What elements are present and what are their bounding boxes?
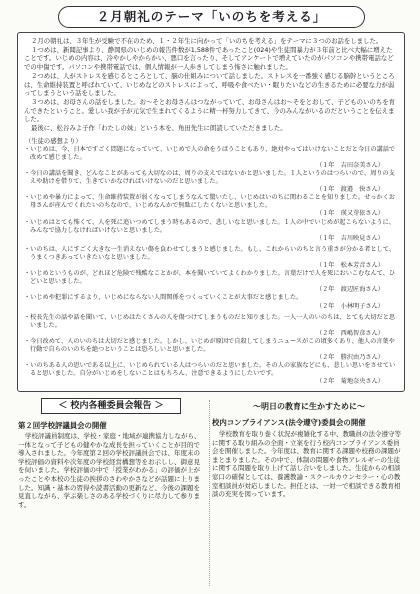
school-council-subhead: 第２回学校評議員会の開催	[18, 421, 107, 430]
intro-paragraph: ２月の朝礼は、３年生が受験で不在のため、１・２年生に向かって「いのちを考える」をテーマに３つのお話をしました。	[31, 37, 383, 45]
voice-signature: （１年 松本芳音さん）	[315, 262, 384, 270]
compliance-header: ～明日の教育に生かすために～	[253, 402, 365, 411]
compliance-body: 学校教育を取り巻く状況が複雑化する中、教職員の法令遵守等に関する取り組みの全面・立案を行う校内コンプライアンス委員会を開催しました。今年度は、教育に関する課題や校務の課題がまとまりました。その中で、体制の問題や食物アレルギーの生徒に関する問題を取り上げて話し合いをしました。生徒からの相談窓口の確保としては、養護教諭・スクールカウンセラー・心の教室相談員が対応しました。担任とは、一対一で相談できる教育相談の充実を図っています。	[212, 430, 401, 499]
voice-signature: （１年 渡邉 快さん）	[315, 186, 384, 194]
voice-item: ・今日改めて、人のいのちは大切だと感じました。しかし、いじめが原因で自殺してしまうニュースがこの頃多くあり、他人の言葉や行動で自らのいのちを絶つということは恐ろしいと思いました。	[24, 337, 395, 353]
voice-signature: （２年 西嶋智彦さん）	[315, 329, 384, 337]
voice-item: ・いのちは、人にすごく大きな一生消えない傷を負わせてしまうと感じました。もし、これからいのちと言う重さが分かる者として、うまくつきあっていきたいなと思いました。	[24, 245, 396, 261]
voice-signature: （１年 吉田奈美さん）	[315, 161, 384, 169]
voice-item: ・いじめや暴力によって、生命維持装置が弱くなってしまうなんて驚いたし、いじめはいのちに関わることを知りました。せっかくお母さんが産んでくれたいのちなので、いじめなんかで無駄にしたくないと思いました。	[24, 194, 395, 210]
voice-item: ・いじめや犯罪にするより、いじめにならない人間関係をつくっていくことが大事だと感じました。	[24, 294, 303, 302]
voice-group	[24, 246, 398, 311]
intro-paragraph: ３つめは、お母さんの話をしました。お～そとお母さんはつながっていて、お母さんはお～そをとおして、子どものいのちを育んできたということ。愛しい我が子が元気で生まれてくるように精一杯努力してきて、今のみんながいるのだということを伝えました。	[24, 97, 396, 124]
intro-paragraph: ２つめは、人がストレスを感じるところとして、脳の仕組みについて話しました。ストレスを一番強く感じる脳幹というところは、生命維持装置と呼ばれていて、いじめなどのストレスによって、呼吸や食べたい・眠りたいなどの生きるために必要な力が弱ってしまうという話をしました。	[24, 71, 395, 98]
page-title: ２月朝礼のテーマ「いのちを考える」	[58, 6, 365, 28]
compliance-section	[212, 398, 406, 588]
voice-item: ・いじめは、今、日本ですごく問題になっていて、いじめで人の命をうばうこともあり、絶対やってはいけないことだと今日の講話で改めて感じました。	[24, 145, 396, 161]
voice-signature: （１年 吉川映見さん）	[315, 234, 384, 242]
committee-report-header: ＜ 校内各種委員会報告 ＞	[41, 398, 181, 414]
voice-item: ・いじめはとても怖くて、人を死に追いつめてしまう時もあるので、悲しいなと思いました。１人の中でいじめが起こらないように、みんなで協力しなければいけないと思いました。	[24, 218, 395, 234]
intro-section	[24, 37, 398, 133]
voice-item: ・今日の講話を聞き、どんなことがあっても大切なのは、周りの支えではないかと思いました。１人というのはつらいので、周りの支えや助けを借りて、生きていかなければいけないのだと思いました。	[24, 170, 395, 186]
student-voices	[24, 146, 398, 387]
school-council-body: 学校評議員制度は、学校・家庭・地域が連携協力しながら、一体となって子どもの健やかな成長を担っていくことが目的で導入されました。今年度第２回の学校評議員会では、年度末の学校評価の資料や次年度の学校経営構想等をお示しし、御意見を伺いました。学校評価の中で「授業がわかる」の評価が上がったことや本校の生徒の挨拶のさわやかさなどが話題に上りました。知識・基本の習得や読書活動の更新など、今後の課題を見直しながら、学ぶ楽しさのある学校づくりに尽力して参ります。	[18, 432, 201, 509]
assembly-report-box	[17, 32, 405, 392]
voice-item: ・いのちある人の思いである以上に、いじめられている人はつらいのだと思いました。その人の家族などにも、悲しい思いをさせていると思いました。自分がいじめをしないことはもちろん、注意できるようにしたいです。	[24, 362, 396, 378]
intro-paragraph: 最後に、松谷みよ子作「わたしの妹」という本を、角田先生に朗読していただきました。	[31, 124, 287, 133]
voice-signature: （２年 勝沢由乃さん）	[315, 354, 384, 362]
voice-signature: （２年 渡辺匠海さん）	[315, 286, 384, 294]
voice-item: ・校長先生の話や話を聞いて、いじめはたくさんの人を傷つけてしまうものだと知りました。一人一人のいのちは、とても大切だと思いました。	[24, 313, 396, 329]
voices-label: （生徒の感想より）	[25, 137, 82, 145]
voice-group	[24, 314, 398, 387]
intro-paragraph: １つめは、新聞記事より、静岡県のいじめの報告件数が1,588件であったこと(024)や生徒間暴力が３年前と比べ大幅に増えたことです。いじめの内容は、冷やかしやからかい、悪口を言ったり、そしてアンケートで増えていたのがパソコンや携帯電話などでの中傷です。パソコンや携帯電話では、個人情報が一人歩きしてしまう怖さに触れました。	[24, 45, 394, 72]
voice-signature: （１年 瑛又芽依さん）	[315, 210, 384, 218]
column-divider	[209, 400, 210, 586]
voice-item: ・いじめというものが、どれほど危険で残酷なことかが、本を聞いていてよくわかりました。言葉だけで人を死においこむなんて、ひどいと思いました。	[24, 270, 396, 286]
committee-report-section	[16, 398, 206, 588]
voice-group	[24, 146, 398, 243]
voice-signature: （２年 小林明子さん）	[315, 302, 384, 310]
voice-signature: （２年 菊地奈央さん）	[315, 378, 384, 386]
compliance-subhead: 校内コンプライアンス(法令遵守)委員会の開催	[212, 418, 366, 427]
